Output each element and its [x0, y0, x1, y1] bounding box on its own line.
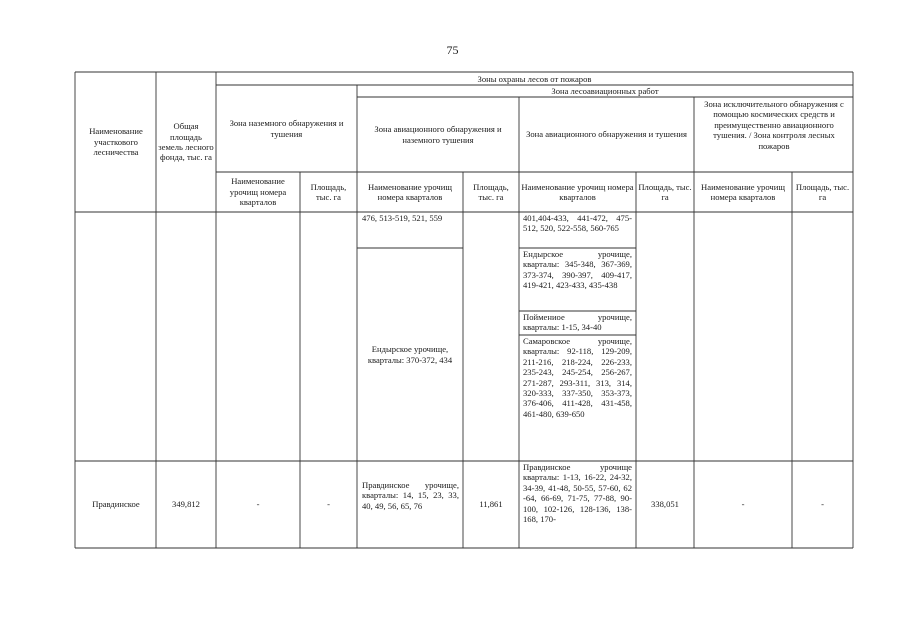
- cont-air-air-names-2: Ендырское урочище, кварталы: 345-348, 367-369, 373-374, 390-397, 409-417, 419-421, 423-433, 435-438: [523, 249, 632, 291]
- cont-air-air-names-1: 401,404-433, 441-472, 475-512, 520, 522-558, 560-765: [523, 213, 632, 234]
- row-ground-area: -: [327, 499, 330, 510]
- header-district-name: Наименование участкового лесничества: [89, 126, 143, 158]
- cont-air-ground-names-2: Ендырское урочище, кварталы: 370-372, 434: [367, 344, 453, 365]
- header-fire-zones: Зоны охраны лесов от пожаров: [477, 74, 592, 84]
- subheader-air-ground-area: Площадь, тыс. га: [473, 181, 509, 202]
- row-ground-names: -: [256, 499, 260, 510]
- cont-air-air-names-4: Самаровское урочище, кварталы: 92-118, 129-209, 211-216, 218-224, 226-233, 235-243, 245-254, 256-267, 271-287, 293-311, 313, 314, 320-333, 337-350, 353-373, 376-406, 411-428, 431-458, 461-480, 639-650: [523, 336, 632, 419]
- subheader-air-air-names: Наименование урочищ номера кварталов: [521, 181, 634, 202]
- subheader-ground-names: Наименование урочищ номера кварталов: [229, 176, 287, 208]
- header-air-air-zone: Зона авиационного обнаружения и тушения: [526, 129, 687, 140]
- header-total-area: Общая площадь земель лесного фонда, тыс. га: [158, 121, 214, 163]
- row-district-name: Правдинское: [92, 499, 140, 510]
- row-air-air-names: Правдинское урочище кварталы: 1-13, 16-22, 24-32, 34-39, 41-48, 50-55, 57-60, 62 -64, 66-69, 71-75, 77-88, 90-100, 102-126, 128-136, 138-168, 170-: [523, 462, 632, 525]
- subheader-exclusive-area: Площадь, тыс. га: [795, 181, 850, 202]
- row-air-ground-names: Правдинское урочище, кварталы: 14, 15, 23, 33, 40, 49, 56, 65, 76: [362, 480, 459, 511]
- subheader-ground-area: Площадь, тыс. га: [310, 181, 347, 202]
- header-exclusive-zone: Зона исключительного обнаружения с помощью космических средств и преимущественно авиационного тушения. / Зона контроля лесных пожаров: [704, 99, 844, 151]
- subheader-air-air-area: Площадь, тыс. га: [638, 181, 692, 202]
- cont-air-air-names-3: Поймениое урочище, кварталы: 1-15, 34-40: [523, 312, 632, 333]
- subheader-exclusive-names: Наименование урочищ номера кварталов: [701, 181, 785, 202]
- subheader-air-ground-names: Наименование урочищ номера кварталов: [368, 181, 452, 202]
- row-air-air-area: 338,051: [651, 499, 679, 510]
- row-exclusive-area: -: [821, 499, 824, 510]
- header-ground-zone: Зона наземного обнаружения и тушения: [229, 118, 344, 139]
- row-total-area: 349,812: [172, 499, 200, 510]
- row-air-ground-area: 11,861: [479, 499, 503, 510]
- row-exclusive-names: -: [741, 499, 745, 510]
- page-number: 75: [446, 43, 459, 57]
- header-air-ground-zone: Зона авиационного обнаружения и наземного тушения: [374, 124, 502, 145]
- header-aviation-zone: Зона лесоавиационных работ: [551, 86, 659, 96]
- cont-air-ground-names: 476, 513-519, 521, 559: [362, 213, 443, 223]
